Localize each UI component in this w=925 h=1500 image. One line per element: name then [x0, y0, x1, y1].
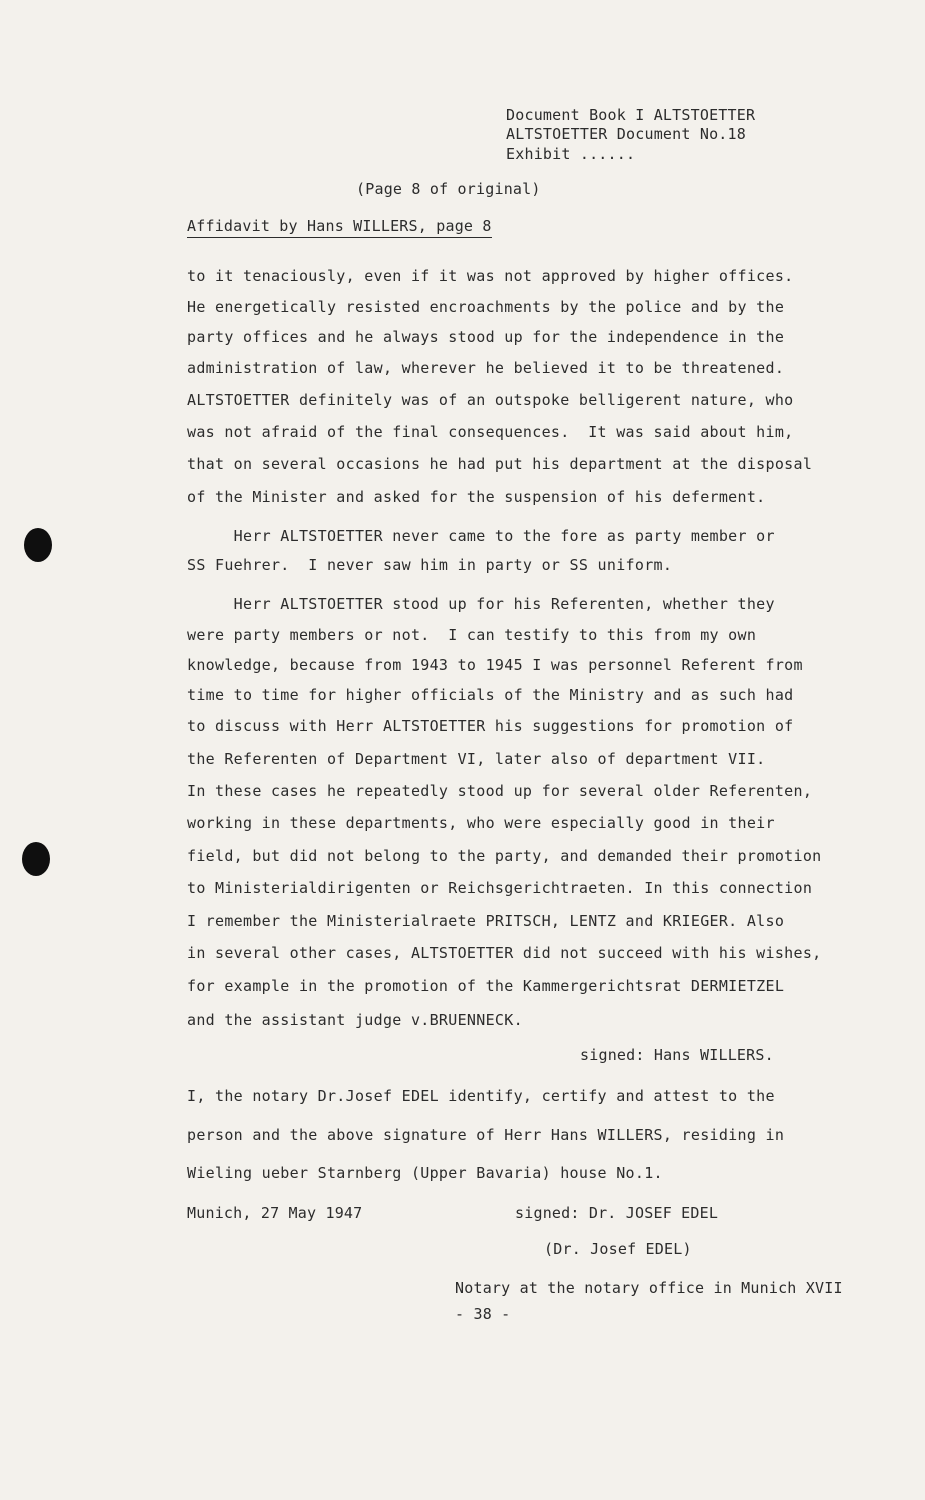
place-date: Munich, 27 May 1947	[187, 1204, 363, 1222]
body-line: in several other cases, ALTSTOETTER did not succeed with his wishes,	[187, 944, 822, 962]
body-line: to it tenaciously, even if it was not approved by higher offices.	[187, 267, 794, 285]
page-number: - 38 -	[455, 1305, 511, 1323]
punch-hole	[24, 528, 52, 562]
notary-line: person and the above signature of Herr Hans WILLERS, residing in	[187, 1126, 785, 1144]
header-line-1: Document Book I ALTSTOETTER	[506, 106, 756, 124]
body-line: Herr ALTSTOETTER stood up for his Referenten, whether they	[187, 595, 775, 613]
body-line: party offices and he always stood up for the independence in the	[187, 328, 785, 346]
body-line: administration of law, wherever he believed it to be threatened.	[187, 359, 785, 377]
edel-name: (Dr. Josef EDEL)	[544, 1240, 692, 1258]
body-line: ALTSTOETTER definitely was of an outspoke belligerent nature, who	[187, 391, 794, 409]
punch-hole	[22, 842, 50, 876]
body-line: that on several occasions he had put his department at the disposal	[187, 455, 813, 473]
notary-office: Notary at the notary office in Munich XVII	[455, 1279, 843, 1297]
body-line: field, but did not belong to the party, and demanded their promotion	[187, 847, 822, 865]
notary-line: I, the notary Dr.Josef EDEL identify, certify and attest to the	[187, 1087, 775, 1105]
body-line: time to time for higher officials of the Ministry and as such had	[187, 686, 794, 704]
body-line: SS Fuehrer. I never saw him in party or SS uniform.	[187, 556, 673, 574]
notary-line: Wieling ueber Starnberg (Upper Bavaria) house No.1.	[187, 1164, 663, 1182]
body-line: to Ministerialdirigenten or Reichsgerichtraeten. In this connection	[187, 879, 813, 897]
body-line: I remember the Ministerialraete PRITSCH, LENTZ and KRIEGER. Also	[187, 912, 785, 930]
header-line-3: Exhibit ......	[506, 145, 636, 163]
body-line: Herr ALTSTOETTER never came to the fore as party member or	[187, 527, 775, 545]
body-line: to discuss with Herr ALTSTOETTER his suggestions for promotion of	[187, 717, 794, 735]
body-line: for example in the promotion of the Kammergerichtsrat DERMIETZEL	[187, 977, 785, 995]
body-line: knowledge, because from 1943 to 1945 I was personnel Referent from	[187, 656, 803, 674]
body-line: the Referenten of Department VI, later also of department VII.	[187, 750, 766, 768]
edel-signature: signed: Dr. JOSEF EDEL	[515, 1204, 719, 1222]
willers-signature: signed: Hans WILLERS.	[580, 1046, 774, 1064]
document-title: Affidavit by Hans WILLERS, page 8	[187, 217, 492, 238]
header-line-2: ALTSTOETTER Document No.18	[506, 125, 746, 143]
page-reference: (Page 8 of original)	[356, 180, 541, 198]
body-line: were party members or not. I can testify to this from my own	[187, 626, 757, 644]
body-line: In these cases he repeatedly stood up for several older Referenten,	[187, 782, 813, 800]
body-line: He energetically resisted encroachments by the police and by the	[187, 298, 785, 316]
body-line: and the assistant judge v.BRUENNECK.	[187, 1011, 523, 1029]
body-line: was not afraid of the final consequences. It was said about him,	[187, 423, 794, 441]
body-line: working in these departments, who were especially good in their	[187, 814, 775, 832]
body-line: of the Minister and asked for the suspension of his deferment.	[187, 488, 766, 506]
